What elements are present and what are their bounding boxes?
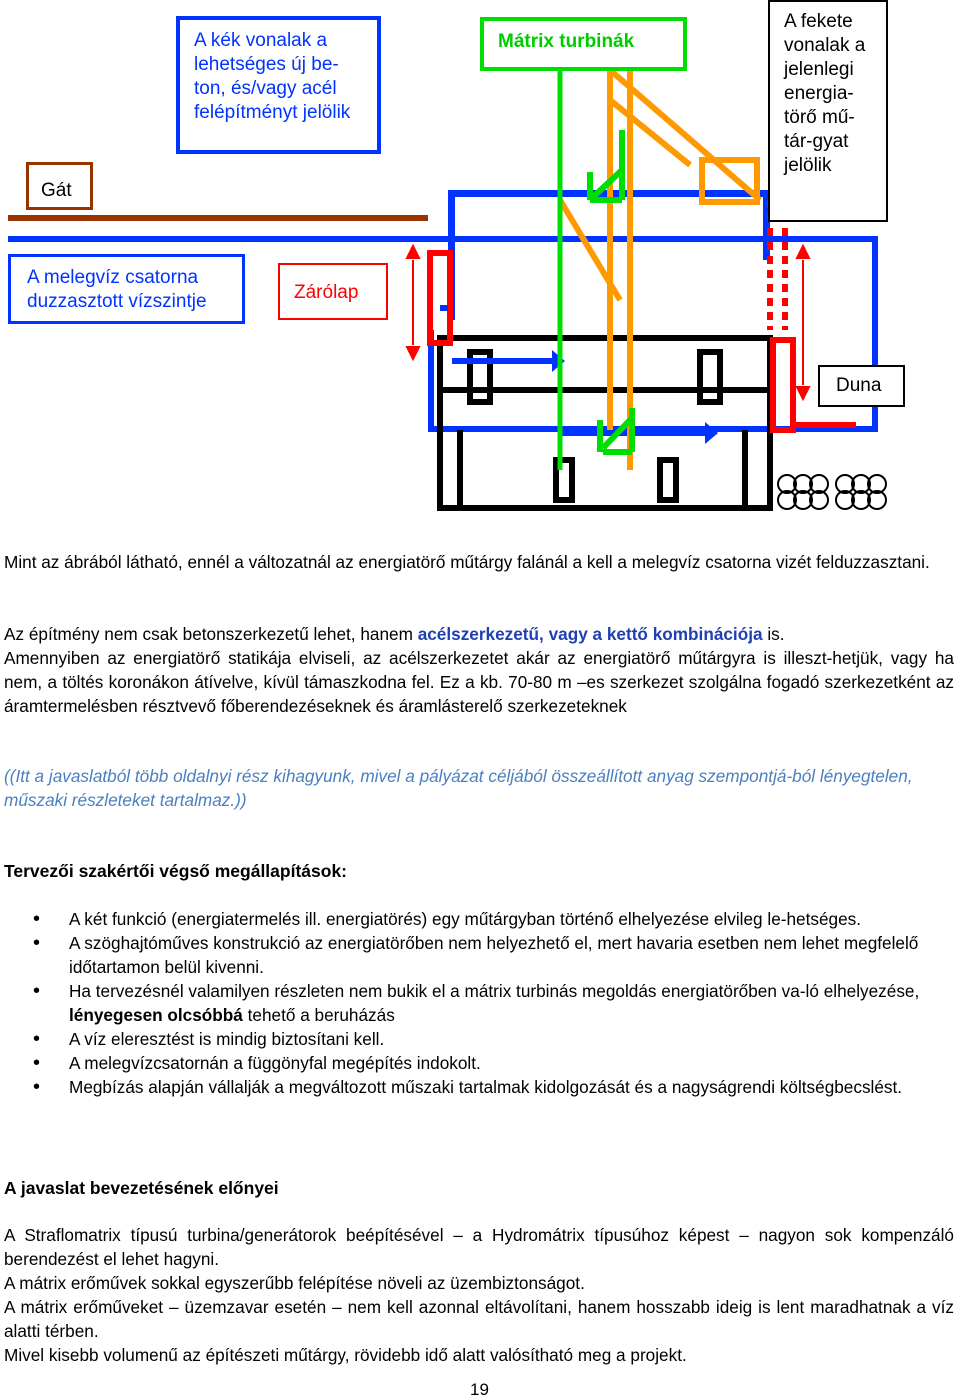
page-number: 19 [470, 1380, 489, 1399]
label-black-box [768, 0, 888, 222]
advantage-paragraph: A mátrix erőműveket – üzemzavar esetén – nem kell azonnal eltávolítani, hanem hosszabb ideig is lent maradhatnak a víz alatti térben. [4, 1297, 954, 1341]
paragraph-1 [4, 550, 954, 574]
paragraph-2 [4, 622, 954, 646]
label-gat-box [26, 162, 93, 210]
label-melegviz-line: A melegvíz csatorna [27, 267, 199, 288]
label-blue-line: lehetséges új be- [194, 54, 339, 75]
label-zarolap: Zárólap [294, 282, 359, 303]
label-blue-line: felépítményt jelölik [194, 102, 351, 123]
paragraph-3-text: Amennyiben az energiatörő statikája elviseli, az acélszerkezetet akár az energiatörő műtárgyra is illeszt-hetjük, vagy ha nem, a töltés koronákon átívelve, kívül támaszkodna fel. Ez a kb. 70-80 m –es szerkezet szolgálna fogadó szerkezetként az áramtermelésben résztvevő főberendezéseknek és áramlásterelő szerkezeteknek [4, 648, 954, 716]
label-black-line: A fekete [784, 11, 853, 32]
paragraph-2-highlight: acélszerkezetű, vagy a kettő kombinációja [417, 624, 763, 644]
blue-flow-arrows [440, 305, 718, 444]
list-item: • A melegvízcsatornán a függönyfal megépítés indokolt. [0, 1051, 930, 1075]
label-black-line: tár-gyat [784, 131, 849, 152]
list-item: • A víz eleresztést is mindig biztosítani kell. [0, 1027, 930, 1051]
red-gates [430, 253, 856, 430]
label-blue-line: A kék vonalak a [194, 30, 328, 51]
label-matrix: Mátrix turbinák [498, 31, 635, 52]
label-zarolap-box [278, 263, 388, 320]
label-blue-line: ton, és/vagy acél [194, 78, 337, 99]
list-item: • A szöghajtóműves konstrukció az energiatörőben nem helyezhető el, mert havaria esetben nem lehet megfelelő időtartamon belül kivenni. [0, 931, 930, 979]
paragraph-2-text [4, 622, 954, 646]
green-turbines [560, 70, 632, 470]
label-melegviz-box [8, 254, 245, 324]
label-black-line: jelölik [784, 155, 832, 176]
list-item-pre: Ha tervezésnél valamilyen részleten nem bukik el a mátrix turbinás megoldás energiatörőben va-ló elhelyezése, [69, 981, 920, 1001]
paragraph-1-text: Mint az ábrából látható, ennél a változatnál az energiatörő műtárgy falánál a kell a melegvíz csatorna vizét felduzzasztani. [4, 552, 930, 572]
label-black-line: jelenlegi [784, 59, 854, 80]
orange-matrix-structure [560, 70, 760, 470]
river-rocks [778, 475, 886, 509]
label-blue-box [176, 16, 381, 154]
label-duna: Duna [836, 375, 882, 396]
label-black-line: energia- [784, 83, 854, 104]
paragraph-2-pre: Az építmény nem csak betonszerkezetű lehet, hanem [4, 624, 418, 644]
advantage-paragraph: A Straflomatrix típusú turbina/generátorok beépítésével – a Hydromátrix típusúhoz képest – nagyon sok kompenzáló berendezést el lehet hagyni. [4, 1225, 954, 1269]
list-item [0, 979, 930, 1027]
list-item-post: tehető a beruházás [242, 1005, 395, 1025]
label-duna-box [818, 365, 905, 407]
label-melegviz-line: duzzasztott vízszintje [27, 291, 207, 312]
list-item-bold: lényegesen olcsóbbá [69, 1005, 243, 1025]
list-item: • Megbízás alapján vállalják a megváltozott műszaki tartalmak kidolgozását és a nagyságrendi költségbecslést. [0, 1075, 930, 1099]
omission-note-text: ((Itt a javaslatból több oldalnyi rész kihagyunk, mivel a pályázat céljából összeállított anyag szempontjá-ból lényegtelen, műszaki részleteket tartalmaz.)) [4, 766, 913, 810]
heading-advantages: A javaslat bevezetésének előnyei [4, 1178, 279, 1198]
omission-note [4, 764, 954, 812]
advantages-text [4, 1223, 954, 1367]
label-black-line: vonalak a [784, 35, 866, 56]
label-matrix-box [480, 17, 687, 71]
dam-line [8, 215, 428, 221]
paragraph-3 [4, 646, 954, 718]
paragraph-2-post: is. [762, 624, 785, 644]
label-black-line: törő mű- [784, 107, 855, 128]
advantage-paragraph: A mátrix erőművek sokkal egyszerűbb felépítése növeli az üzembiztonságot. [4, 1273, 585, 1293]
list-item: • A két funkció (energiatermelés ill. energiatörés) egy műtárgyban történő elhelyezése elvileg le-hetséges. [0, 907, 930, 931]
label-gat: Gát [41, 180, 72, 201]
heading-final-findings: Tervezői szakértői végső megállapítások: [4, 861, 348, 881]
findings-list [0, 907, 930, 1099]
advantage-paragraph: Mivel kisebb volumenű az építészeti műtárgy, rövidebb idő alatt valósítható meg a projekt. [4, 1345, 687, 1365]
